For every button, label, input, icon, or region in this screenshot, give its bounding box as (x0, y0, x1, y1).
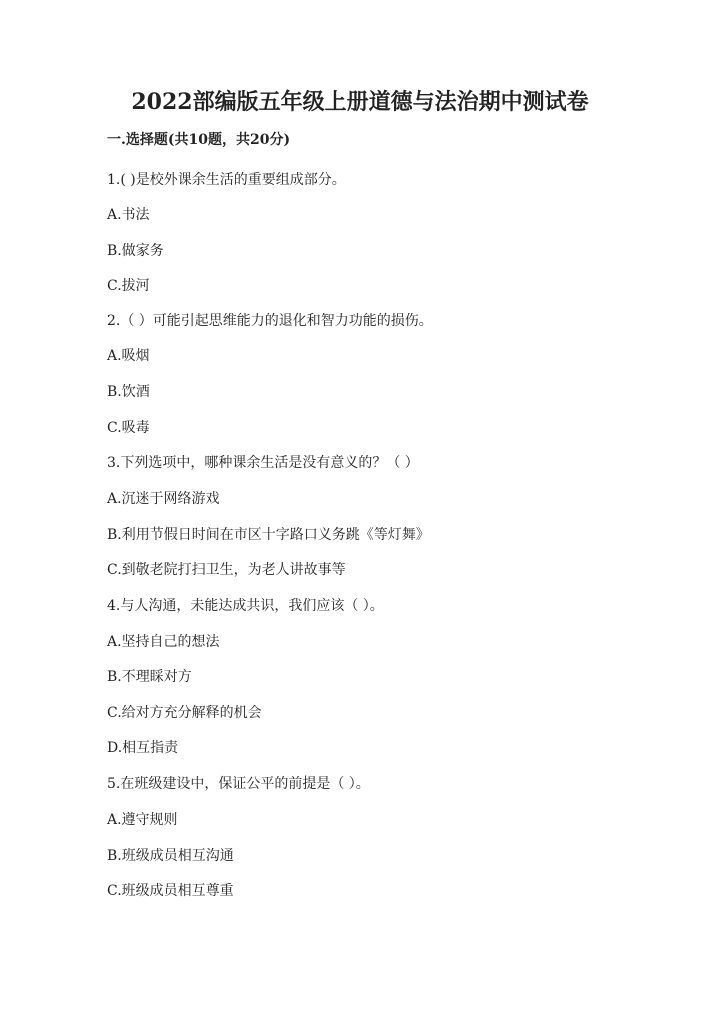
question-stem-5: 5.在班级建设中，保证公平的前提是（ ）。 (107, 776, 370, 792)
question-stem-2: 2.（ ）可能引起思维能力的退化和智力功能的损伤。 (107, 313, 433, 329)
option-1c: C.拔河 (107, 278, 150, 294)
option-3b: B.利用节假日时间在市区十字路口义务跳《等灯舞》 (107, 527, 430, 543)
question-stem-3: 3.下列选项中，哪种课余生活是没有意义的？（ ） (107, 455, 419, 471)
option-3a: A.沉迷于网络游戏 (107, 491, 220, 507)
section-heading: 一.选择题(共10题，共20分) (107, 132, 291, 148)
option-1a: A.书法 (107, 207, 150, 223)
option-4d: D.相互指责 (107, 740, 179, 756)
option-3c: C.到敬老院打扫卫生，为老人讲故事等 (107, 562, 346, 578)
page-title: 2022部编版五年级上册道德与法治期中测试卷 (131, 89, 589, 115)
question-stem-1: 1.( )是校外课余生活的重要组成部分。 (107, 172, 346, 188)
option-2b: B.饮酒 (107, 384, 150, 400)
option-2c: C.吸毒 (107, 420, 150, 436)
option-2a: A.吸烟 (107, 348, 150, 364)
option-4a: A.坚持自己的想法 (107, 634, 220, 650)
option-4b: B.不理睬对方 (107, 669, 192, 685)
option-5c: C.班级成员相互尊重 (107, 883, 234, 899)
option-5a: A.遵守规则 (107, 812, 178, 828)
option-5b: B.班级成员相互沟通 (107, 848, 234, 864)
option-4c: C.给对方充分解释的机会 (107, 705, 262, 721)
question-stem-4: 4.与人沟通，未能达成共识，我们应该（ ）。 (107, 598, 384, 614)
option-1b: B.做家务 (107, 243, 164, 259)
